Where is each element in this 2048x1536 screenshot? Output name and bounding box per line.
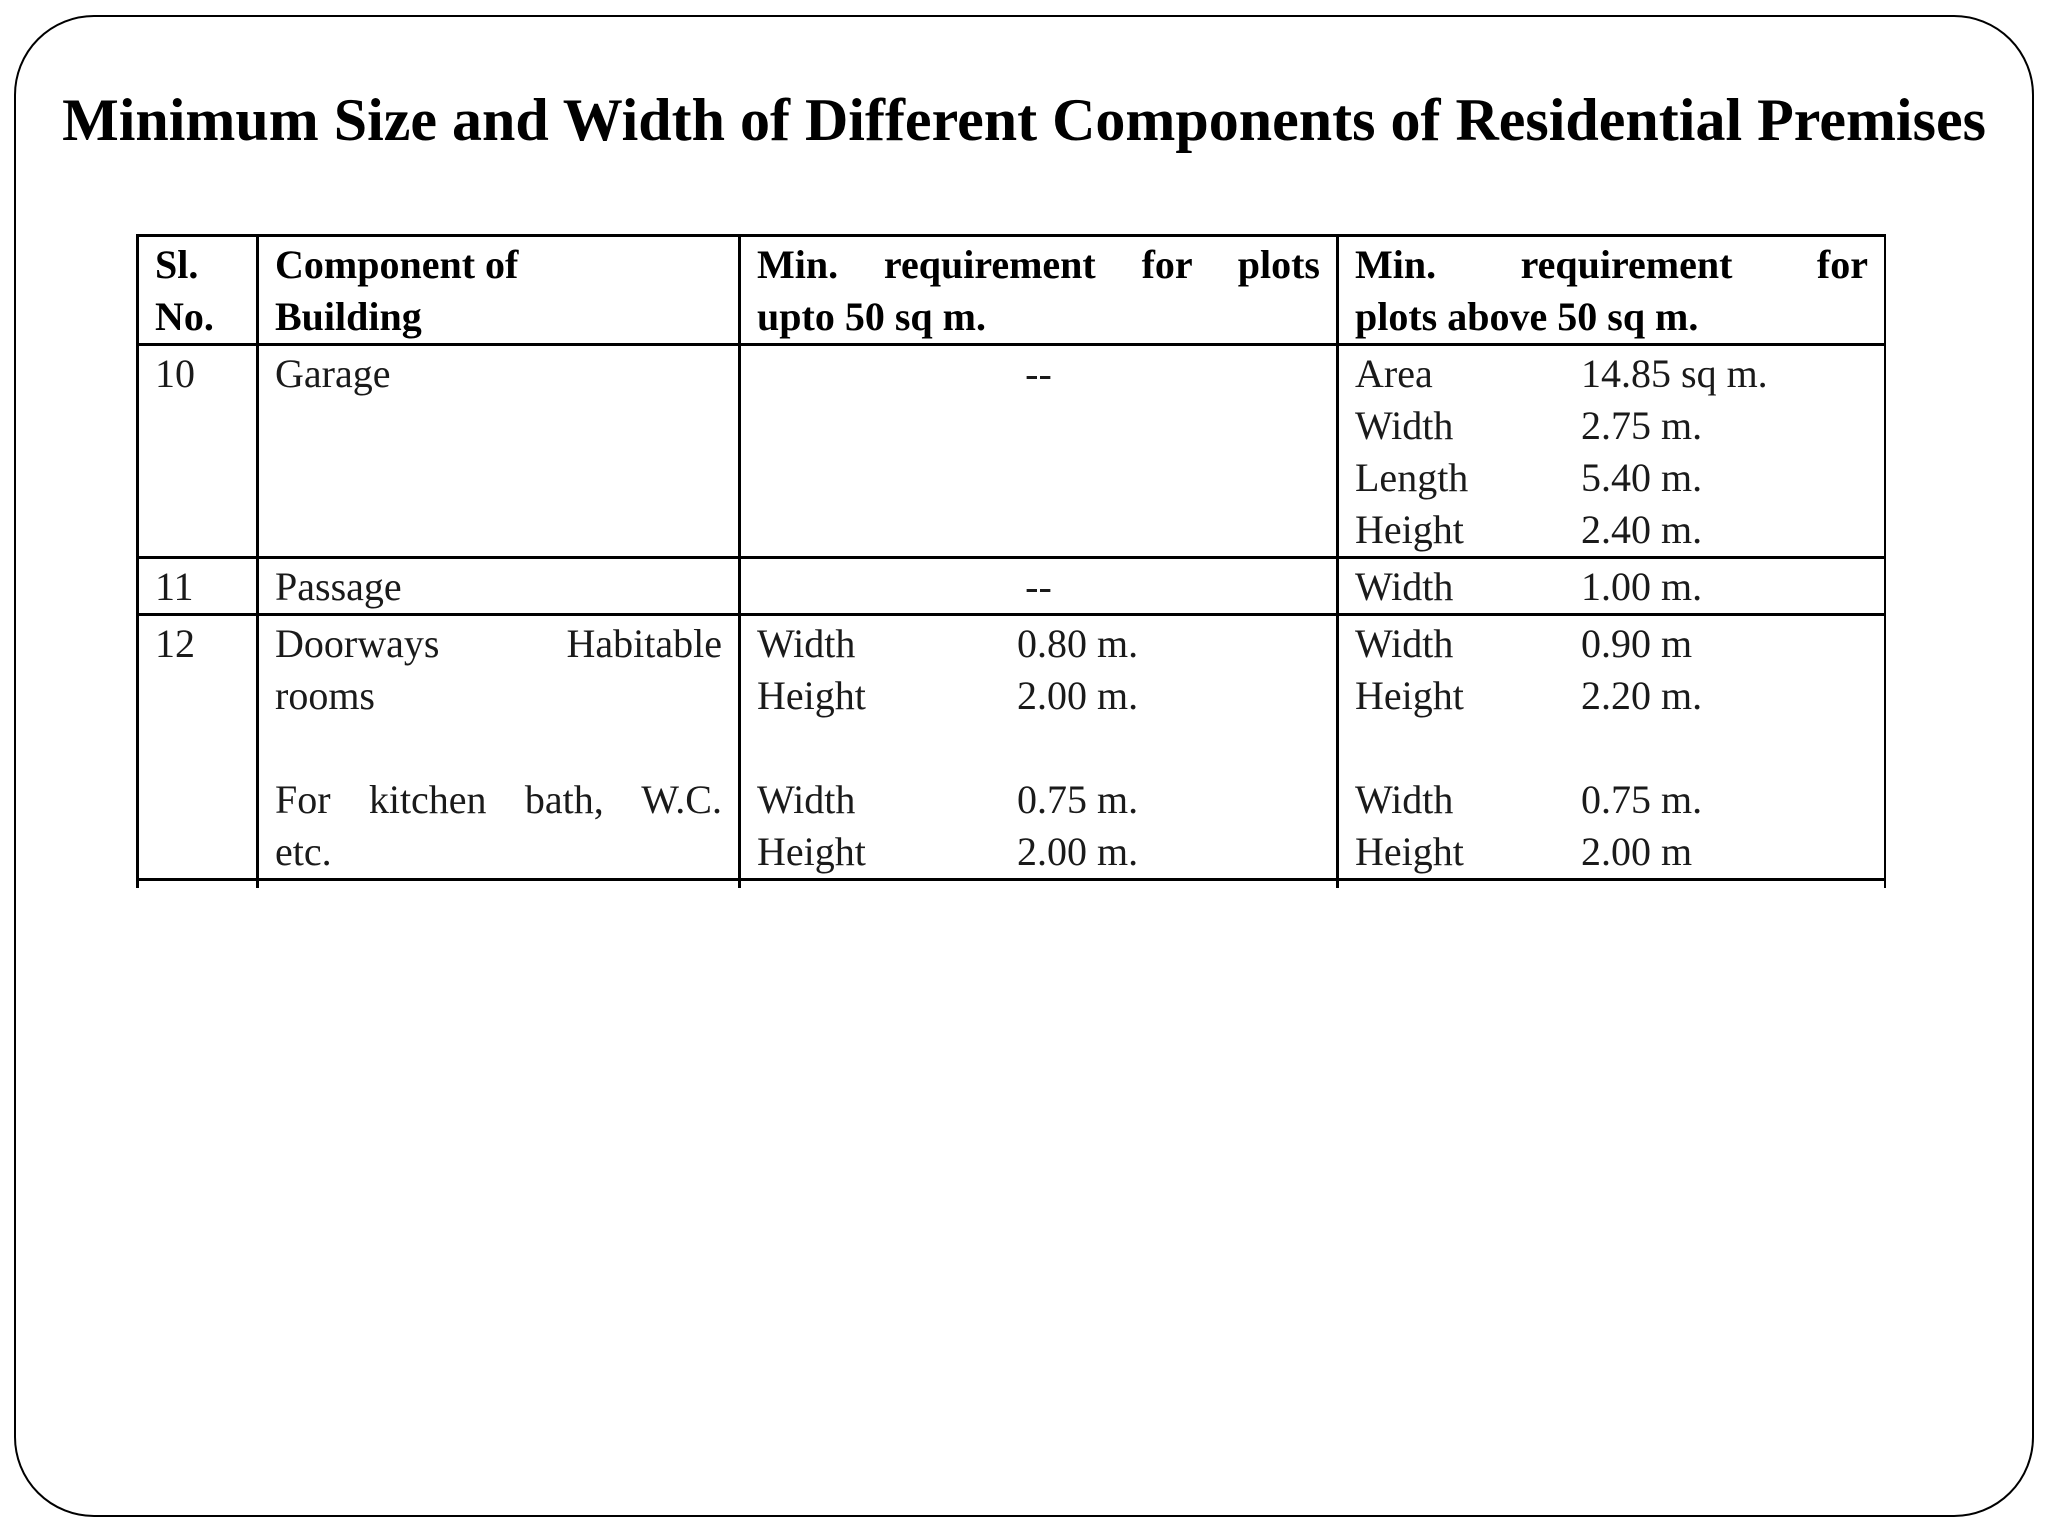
kv-pair <box>1355 774 1868 826</box>
component-b-line2: etc. <box>275 829 332 874</box>
component-b-line1: For kitchen bath, W.C. <box>275 777 722 822</box>
cell-clipped <box>138 880 258 889</box>
component-a-line1: Doorways Habitable <box>275 621 722 666</box>
component-a-line2: rooms <box>275 673 375 718</box>
requirements-table <box>136 234 1886 888</box>
table-row-clipped <box>138 880 1886 889</box>
cell-component: Garage <box>258 345 740 558</box>
header-above-50-line2: plots above 50 sq m. <box>1355 294 1699 339</box>
cell-upto-50 <box>740 558 1338 615</box>
kv-value: 0.80 m. <box>1017 621 1139 666</box>
cell-component: Passage <box>258 558 740 615</box>
kv-label: Width <box>757 777 856 822</box>
cell-sl: 12 <box>138 615 258 880</box>
kv-value: 0.75 m. <box>1581 777 1703 822</box>
cell-upto-50-value: -- <box>1025 564 1052 609</box>
header-component-line2: Building <box>275 294 422 339</box>
kv-value: 2.20 m. <box>1581 673 1703 718</box>
cell-clipped <box>740 880 1338 889</box>
header-above-50 <box>1338 236 1886 345</box>
kv-pair <box>1355 348 1868 400</box>
header-above-50-line1: Min. requirement for <box>1355 242 1868 287</box>
kv-pair <box>1355 400 1868 452</box>
cell-upto-50 <box>740 345 1338 558</box>
table-row <box>138 345 1886 558</box>
kv-value: 2.75 m. <box>1581 403 1703 448</box>
kv-label: Width <box>1355 403 1454 448</box>
kv-pair <box>757 826 1320 878</box>
cell-clipped <box>258 880 740 889</box>
kv-label: Height <box>757 673 866 718</box>
cell-above-50 <box>1338 558 1886 615</box>
kv-label: Height <box>1355 829 1464 874</box>
kv-pair <box>1355 826 1868 878</box>
header-sl-no-line1: Sl. <box>155 242 199 287</box>
kv-pair <box>757 670 1320 722</box>
kv-label: Height <box>1355 673 1464 718</box>
cell-component <box>258 615 740 880</box>
header-component-line1: Component of <box>275 242 519 287</box>
kv-pair <box>1355 670 1868 722</box>
kv-label: Width <box>757 621 856 666</box>
kv-value: 0.90 m <box>1581 621 1693 666</box>
table-row <box>138 558 1886 615</box>
cell-above-50 <box>1338 345 1886 558</box>
kv-pair <box>1355 618 1868 670</box>
kv-value: 14.85 sq m. <box>1581 351 1768 396</box>
kv-pair <box>1355 504 1868 556</box>
kv-pair <box>757 774 1320 826</box>
table-row <box>138 615 1886 880</box>
header-sl-no-line2: No. <box>155 294 214 339</box>
kv-label: Length <box>1355 455 1469 500</box>
slide-title: Minimum Size and Width of Different Components of Residential Premises <box>62 87 1986 153</box>
header-component <box>258 236 740 345</box>
kv-label: Area <box>1355 351 1433 396</box>
cell-upto-50-value: -- <box>1025 351 1052 396</box>
kv-label: Width <box>1355 621 1454 666</box>
kv-value: 0.75 m. <box>1017 777 1139 822</box>
header-upto-50 <box>740 236 1338 345</box>
kv-value: 1.00 m. <box>1581 564 1703 609</box>
cell-clipped <box>1338 880 1886 889</box>
cell-sl: 11 <box>138 558 258 615</box>
header-upto-50-line1: Min. requirement for plots <box>757 242 1320 287</box>
cell-above-50 <box>1338 615 1886 880</box>
kv-pair <box>1355 452 1868 504</box>
kv-value: 5.40 m. <box>1581 455 1703 500</box>
kv-value: 2.40 m. <box>1581 507 1703 552</box>
kv-pair <box>1355 561 1868 613</box>
header-sl-no <box>138 236 258 345</box>
kv-pair <box>757 618 1320 670</box>
cell-upto-50 <box>740 615 1338 880</box>
kv-value: 2.00 m <box>1581 829 1693 874</box>
kv-label: Height <box>1355 507 1464 552</box>
kv-value: 2.00 m. <box>1017 829 1139 874</box>
kv-label: Width <box>1355 564 1454 609</box>
table-header-row <box>138 236 1886 345</box>
kv-label: Height <box>757 829 866 874</box>
header-upto-50-line2: upto 50 sq m. <box>757 294 986 339</box>
requirements-table-container <box>136 234 1886 888</box>
kv-label: Width <box>1355 777 1454 822</box>
kv-value: 2.00 m. <box>1017 673 1139 718</box>
cell-sl: 10 <box>138 345 258 558</box>
